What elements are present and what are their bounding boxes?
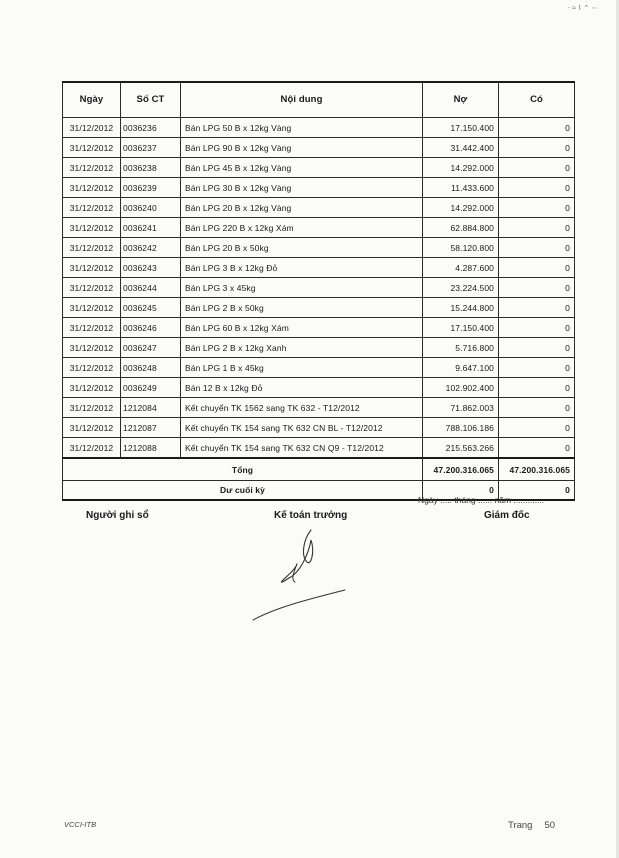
table-row (63, 258, 575, 278)
cell-credit: 0 (499, 218, 575, 238)
cell-description: Bán LPG 20 B x 12kg Vàng (181, 198, 423, 218)
cell-credit: 0 (499, 118, 575, 138)
cell-credit: 0 (499, 338, 575, 358)
cell-date: 31/12/2012 (63, 158, 121, 178)
cell-description: Kết chuyển TK 1562 sang TK 632 - T12/2012 (181, 398, 423, 418)
cell-description: Bán LPG 2 B x 12kg Xanh (181, 338, 423, 358)
cell-doc-no: 0036248 (121, 358, 181, 378)
table-row (63, 138, 575, 158)
cell-credit: 0 (499, 378, 575, 398)
page-number: 50 (544, 820, 556, 831)
cell-doc-no: 0036241 (121, 218, 181, 238)
cell-doc-no: 0036236 (121, 118, 181, 138)
cell-doc-no: 0036247 (121, 338, 181, 358)
cell-debit: 215.563.266 (423, 438, 499, 459)
cell-credit: 0 (499, 418, 575, 438)
cell-debit: 62.884.800 (423, 218, 499, 238)
cell-credit: 0 (499, 238, 575, 258)
cell-date: 31/12/2012 (63, 438, 121, 459)
cell-credit: 0 (499, 278, 575, 298)
header-doc-no: Số CT (121, 82, 181, 118)
cell-description: Bán LPG 220 B x 12kg Xám (181, 218, 423, 238)
total-credit: 47.200.316.065 (499, 458, 575, 481)
cell-date: 31/12/2012 (63, 238, 121, 258)
header-debit: Nợ (423, 82, 499, 118)
cell-credit: 0 (499, 438, 575, 459)
cell-description: Bán LPG 50 B x 12kg Vàng (181, 118, 423, 138)
cell-doc-no: 0036246 (121, 318, 181, 338)
cell-debit: 102.902.400 (423, 378, 499, 398)
table-row (63, 318, 575, 338)
cell-credit: 0 (499, 138, 575, 158)
header-description: Nội dung (181, 82, 423, 118)
table-row (63, 198, 575, 218)
cell-date: 31/12/2012 (63, 358, 121, 378)
cell-debit: 31.442.400 (423, 138, 499, 158)
cell-debit: 11.433.600 (423, 178, 499, 198)
cell-doc-no: 0036242 (121, 238, 181, 258)
cell-doc-no: 0036243 (121, 258, 181, 278)
table-row (63, 298, 575, 318)
cell-doc-no: 0036245 (121, 298, 181, 318)
cell-debit: 58.120.800 (423, 238, 499, 258)
cell-credit: 0 (499, 198, 575, 218)
closing-balance-credit: 0 (499, 481, 575, 501)
table-row (63, 218, 575, 238)
cell-doc-no: 1212088 (121, 438, 181, 459)
cell-debit: 4.287.600 (423, 258, 499, 278)
page-label: Trang (508, 820, 533, 831)
cell-credit: 0 (499, 158, 575, 178)
cell-debit: 14.292.000 (423, 158, 499, 178)
table-row (63, 158, 575, 178)
cell-date: 31/12/2012 (63, 258, 121, 278)
cell-doc-no: 0036237 (121, 138, 181, 158)
cell-description: Bán LPG 3 x 45kg (181, 278, 423, 298)
total-label: Tổng (63, 458, 423, 481)
cell-credit: 0 (499, 258, 575, 278)
cell-description: Bán LPG 45 B x 12kg Vàng (181, 158, 423, 178)
header-date: Ngày (63, 82, 121, 118)
cell-description: Bán LPG 60 B x 12kg Xám (181, 318, 423, 338)
table-row (63, 418, 575, 438)
corner-mark: ⋅ ≈ ⌇ ⌃ ⋯ (568, 5, 599, 12)
cell-debit: 71.862.003 (423, 398, 499, 418)
cell-description: Kết chuyển TK 154 sang TK 632 CN Q9 - T12/2012 (181, 438, 423, 459)
table-row (63, 238, 575, 258)
total-debit: 47.200.316.065 (423, 458, 499, 481)
date-line: Ngày ..... tháng ...... năm ............. (418, 495, 545, 505)
total-row (63, 458, 575, 481)
cell-debit: 788.106.186 (423, 418, 499, 438)
cell-date: 31/12/2012 (63, 318, 121, 338)
handwritten-signature (245, 522, 355, 622)
closing-balance-label: Dư cuối kỳ (63, 481, 423, 501)
closing-balance-debit: 0 (423, 481, 499, 501)
cell-date: 31/12/2012 (63, 198, 121, 218)
cell-date: 31/12/2012 (63, 118, 121, 138)
table-row (63, 338, 575, 358)
ledger-body (63, 118, 575, 459)
cell-date: 31/12/2012 (63, 278, 121, 298)
cell-date: 31/12/2012 (63, 178, 121, 198)
cell-date: 31/12/2012 (63, 218, 121, 238)
cell-date: 31/12/2012 (63, 398, 121, 418)
cell-description: Bán LPG 20 B x 50kg (181, 238, 423, 258)
cell-description: Bán LPG 2 B x 50kg (181, 298, 423, 318)
cell-debit: 17.150.400 (423, 118, 499, 138)
cell-description: Bán LPG 90 B x 12kg Vàng (181, 138, 423, 158)
cell-debit: 17.150.400 (423, 318, 499, 338)
cell-date: 31/12/2012 (63, 338, 121, 358)
cell-doc-no: 0036244 (121, 278, 181, 298)
cell-description: Bán LPG 1 B x 45kg (181, 358, 423, 378)
cell-description: Kết chuyển TK 154 sang TK 632 CN BL - T12/2012 (181, 418, 423, 438)
cell-credit: 0 (499, 318, 575, 338)
cell-credit: 0 (499, 398, 575, 418)
cell-doc-no: 0036239 (121, 178, 181, 198)
prepared-by-label: Người ghi sổ (86, 510, 149, 521)
table-row (63, 278, 575, 298)
cell-doc-no: 0036249 (121, 378, 181, 398)
header-row (63, 82, 575, 118)
cell-date: 31/12/2012 (63, 378, 121, 398)
cell-doc-no: 0036240 (121, 198, 181, 218)
cell-description: Bán LPG 30 B x 12kg Vàng (181, 178, 423, 198)
page-indicator (508, 820, 555, 831)
ledger-table (62, 81, 575, 501)
chief-accountant-label: Kế toán trưởng (274, 510, 348, 521)
table-row (63, 438, 575, 459)
cell-date: 31/12/2012 (63, 138, 121, 158)
cell-doc-no: 0036238 (121, 158, 181, 178)
cell-debit: 9.647.100 (423, 358, 499, 378)
director-label: Giám đốc (484, 510, 530, 521)
cell-description: Bán LPG 3 B x 12kg Đỏ (181, 258, 423, 278)
cell-credit: 0 (499, 178, 575, 198)
header-credit: Có (499, 82, 575, 118)
table-row (63, 118, 575, 138)
table-row (63, 178, 575, 198)
footer-code: VCCI-ITB (64, 820, 97, 829)
table-row (63, 358, 575, 378)
cell-debit: 14.292.000 (423, 198, 499, 218)
cell-debit: 15.244.800 (423, 298, 499, 318)
cell-description: Bán 12 B x 12kg Đỏ (181, 378, 423, 398)
cell-debit: 5.716.800 (423, 338, 499, 358)
cell-date: 31/12/2012 (63, 418, 121, 438)
table-row (63, 398, 575, 418)
cell-date: 31/12/2012 (63, 298, 121, 318)
cell-credit: 0 (499, 298, 575, 318)
table-row (63, 378, 575, 398)
cell-debit: 23.224.500 (423, 278, 499, 298)
cell-doc-no: 1212087 (121, 418, 181, 438)
cell-credit: 0 (499, 358, 575, 378)
cell-doc-no: 1212084 (121, 398, 181, 418)
